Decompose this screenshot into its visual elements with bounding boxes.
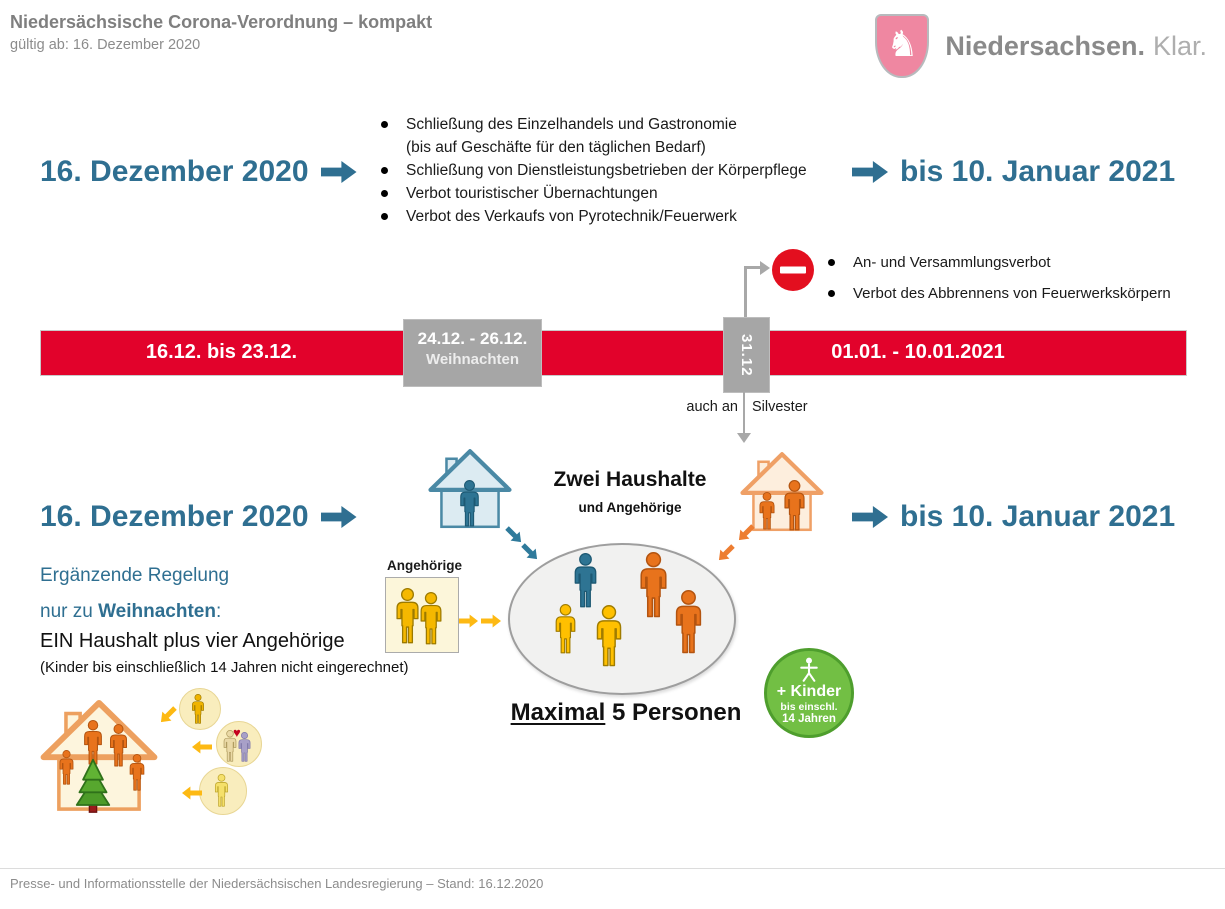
person-icon bbox=[758, 492, 776, 530]
person-icon bbox=[594, 605, 624, 667]
bullet-icon bbox=[381, 121, 388, 128]
coat-of-arms-icon bbox=[875, 14, 929, 78]
silvester-note-right: Silvester bbox=[752, 399, 808, 415]
rule-text: Verbot des Abbrennens von Feuerwerkskörpern bbox=[853, 285, 1171, 302]
rule-text: Schließung von Dienstleistungsbetrieben der Körperpflege bbox=[406, 162, 807, 179]
person-icon bbox=[572, 553, 599, 608]
phase1-date-to-label: bis 10. Januar 2021 bbox=[900, 155, 1176, 188]
rule-item bbox=[381, 182, 851, 205]
timeline-period2: 01.01. - 10.01.2021 bbox=[831, 341, 1005, 363]
rule-text: An- und Versammlungsverbot bbox=[853, 254, 1051, 271]
horse-icon: ♞ bbox=[886, 23, 919, 64]
arrow-left-icon bbox=[192, 740, 212, 754]
bullet-icon bbox=[381, 190, 388, 197]
badge-line3: 14 Jahren bbox=[782, 713, 836, 725]
badge-line1: + Kinder bbox=[776, 683, 842, 700]
person-icon bbox=[637, 552, 670, 618]
phase2-date-to-label: bis 10. Januar 2021 bbox=[900, 500, 1176, 533]
footer-text: Presse- und Informationsstelle der Niedersächsischen Landesregierung – Stand: 16.12.2020 bbox=[10, 876, 544, 891]
rule-line2-post: : bbox=[215, 601, 222, 622]
phase1-date-from bbox=[40, 155, 357, 189]
christmas-label: Weihnachten bbox=[425, 351, 520, 368]
timeline-christmas-box bbox=[403, 319, 542, 387]
phase2-date-to bbox=[852, 500, 1175, 534]
logo-name: Niedersachsen. bbox=[945, 30, 1145, 61]
christmas-tree-icon bbox=[72, 758, 114, 814]
rule-line2-pre: nur zu bbox=[40, 601, 99, 622]
logo-claim: Klar. bbox=[1152, 30, 1207, 61]
phase1-date-to bbox=[852, 155, 1175, 189]
christmas-dates: 24.12. - 26.12. bbox=[417, 329, 528, 348]
timeline-silvester-box bbox=[723, 317, 770, 393]
kids-badge bbox=[764, 648, 854, 738]
no-entry-icon bbox=[772, 249, 814, 291]
rule-text: Verbot des Verkaufs von Pyrotechnik/Feuerwerk bbox=[406, 208, 737, 225]
callout-arrowhead-icon bbox=[760, 261, 770, 275]
bullet-icon bbox=[381, 213, 388, 220]
rule-text: Schließung des Einzelhandels und Gastronomie bbox=[406, 116, 737, 133]
bullet-icon bbox=[828, 259, 835, 266]
timeline-period1: 16.12. bis 23.12. bbox=[145, 341, 298, 363]
max-word: Maximal bbox=[510, 699, 606, 726]
rule-item bbox=[381, 205, 851, 228]
subline-relatives: und Angehörige bbox=[578, 500, 682, 515]
logo bbox=[875, 14, 1207, 78]
person-icon bbox=[190, 694, 206, 724]
rule-line2-bold: Weihnachten bbox=[98, 601, 216, 622]
arrow-right-icon bbox=[458, 614, 478, 628]
child-figure-icon bbox=[796, 657, 822, 682]
rule-subtext: (bis auf Geschäfte für den täglichen Bedarf) bbox=[406, 139, 706, 156]
christmas-rule-line2 bbox=[40, 601, 221, 623]
page-title: Niedersächsische Corona-Verordnung – kompakt bbox=[10, 12, 433, 32]
person-icon bbox=[458, 480, 481, 527]
christmas-rule-line3: EIN Haushalt plus vier Angehörige bbox=[40, 630, 345, 652]
relatives-label: Angehörige bbox=[387, 558, 463, 573]
rule-item bbox=[381, 113, 851, 136]
arrow-right-icon bbox=[321, 160, 357, 184]
silvester-rules bbox=[828, 247, 1218, 309]
person-icon bbox=[553, 604, 578, 654]
christmas-rule-line4: (Kinder bis einschließlich 14 Jahren nicht eingerechnet) bbox=[40, 659, 409, 676]
arrow-downright-icon bbox=[518, 540, 542, 564]
bullet-icon bbox=[381, 167, 388, 174]
silvester-date: 31.12 bbox=[738, 333, 755, 377]
silvester-note-left: auch an bbox=[686, 399, 738, 415]
rule-item bbox=[828, 247, 1218, 278]
down-arrowhead-icon bbox=[737, 433, 751, 443]
arrow-right-icon bbox=[852, 505, 888, 529]
phase2-date-from-label: 16. Dezember 2020 bbox=[40, 500, 309, 533]
max-rest: 5 Personen bbox=[605, 699, 742, 726]
bullet-icon bbox=[828, 290, 835, 297]
phase2-date-from bbox=[40, 500, 357, 534]
headline-two-households: Zwei Haushalte bbox=[553, 468, 707, 491]
arrow-right-icon bbox=[852, 160, 888, 184]
page-subtitle: gültig ab: 16. Dezember 2020 bbox=[10, 37, 201, 53]
silvester-connector-line bbox=[743, 391, 745, 433]
arrow-right-icon bbox=[481, 614, 501, 628]
badge-line2: bis einschl. bbox=[780, 701, 838, 713]
arrow-downleft-icon bbox=[714, 541, 738, 565]
person-icon bbox=[213, 774, 230, 807]
max-persons-label bbox=[496, 699, 756, 727]
footer-divider bbox=[0, 868, 1225, 869]
christmas-rule-line1: Ergänzende Regelung bbox=[40, 565, 230, 586]
rule-item bbox=[381, 159, 851, 182]
phase1-rules bbox=[381, 113, 851, 228]
rule-text: Verbot touristischer Übernachtungen bbox=[406, 185, 658, 202]
person-icon bbox=[418, 592, 444, 645]
arrow-downleft-icon bbox=[156, 703, 180, 727]
phase1-date-from-label: 16. Dezember 2020 bbox=[40, 155, 309, 188]
person-icon bbox=[128, 754, 146, 791]
heart-icon: ♥ bbox=[233, 725, 241, 740]
person-icon bbox=[673, 590, 704, 654]
rule-item bbox=[828, 278, 1218, 309]
arrow-right-icon bbox=[321, 505, 357, 529]
person-icon bbox=[394, 588, 421, 644]
person-icon bbox=[782, 480, 807, 531]
